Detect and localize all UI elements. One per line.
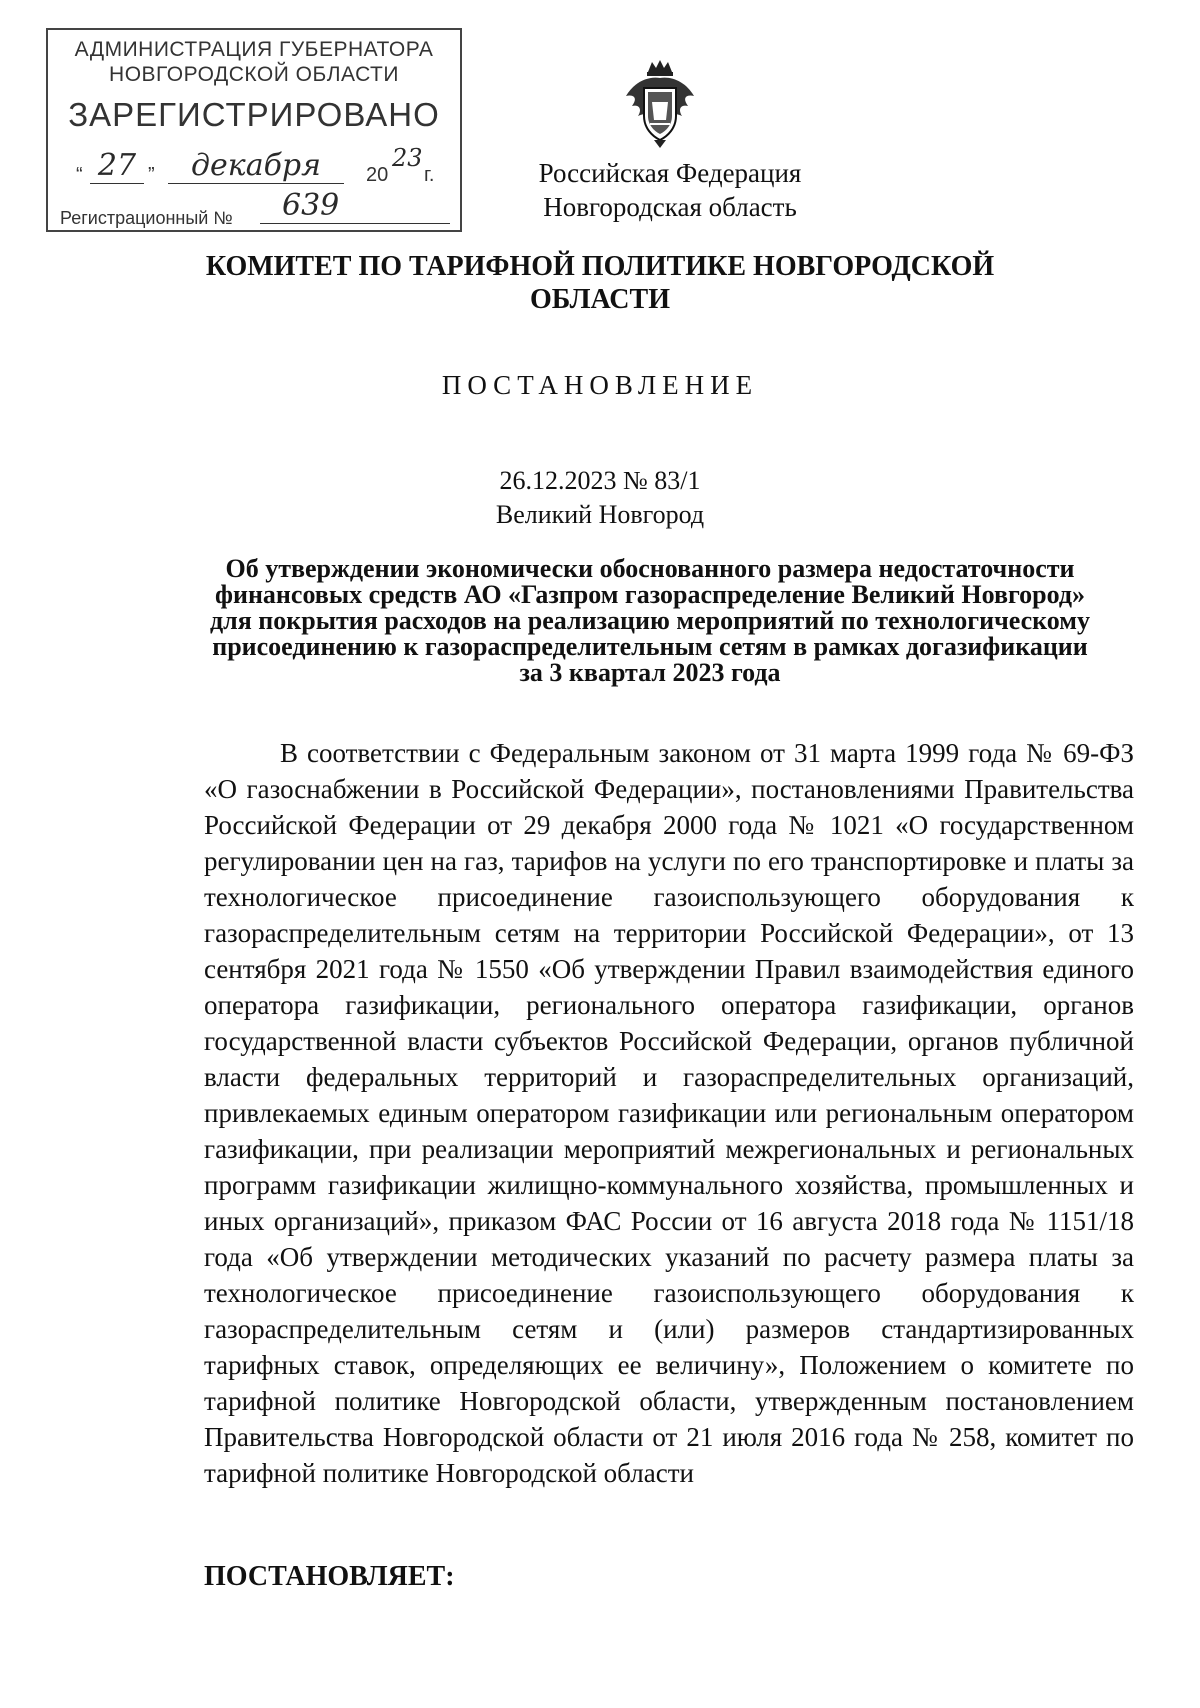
document-date-number: 26.12.2023 № 83/1 [499, 466, 701, 495]
stamp-reg-label: Регистрационный № [60, 208, 233, 228]
coat-of-arms-icon [620, 58, 700, 150]
region-name: Новгородская область [543, 192, 797, 222]
document-subject: Об утверждении экономически обоснованного размера недостаточности финансовых средств АО «Газпром газораспределение Великий Новгород» для покрытия расходов на реализацию мероприятий по технологическому присоединению к газораспределительным сетям в рамках догазификации за 3 квартал 2023 года [210, 554, 1090, 687]
stamp-org-line-2: НОВГОРОДСКОЙ ОБЛАСТИ [109, 63, 399, 86]
country-name: Российская Федерация [538, 158, 802, 188]
stamp-org-line-1: АДМИНИСТРАЦИЯ ГУБЕРНАТОРА [74, 38, 434, 61]
document-city: Великий Новгород [495, 500, 705, 529]
body-paragraph: В соответствии с Федеральным законом от 31 марта 1999 года № 69-ФЗ «О газоснабжении в Российской Федерации», постановлениями Правительства Российской Федерации от 29 декабря 2000 года № 1021 «О государственном регулировании цен на газ, тарифов на услуги по его транспортировке и платы за технологическое присоединение газоиспользующего оборудования к газораспределительным сетям на территории Российской Федерации», от 13 сентября 2021 года № 1550 «Об утверждении Правил взаимодействия единого оператора газификации, регионального оператора газификации, органов государственной власти субъектов Российской Федерации, органов публичной власти федеральных территорий и газораспределительных организаций, привлекаемых единым оператором газификации или региональным оператором газификации, при реализации мероприятий межрегиональных и региональных программ газификации жилищно-коммунального хозяйства, промышленных и иных организаций», приказом ФАС России от 16 августа 2018 года № 1151/18 года «Об утверждении методических указаний по расчету размера платы за технологическое присоединение газоиспользующего оборудования к газораспределительным сетям и (или) размеров стандартизированных тарифных ставок, определяющих ее величину», Положением о комитете по тарифной политике Новгородской области, утвержденным постановлением Правительства Новгородской области от 21 июля 2016 года № 258, комитет по тарифной политике Новгородской области [204, 738, 1134, 1488]
committee-title: КОМИТЕТ ПО ТАРИФНОЙ ПОЛИТИКЕ НОВГОРОДСКОЙ ОБЛАСТИ [205, 251, 995, 315]
stamp-reg-number: 639 [260, 188, 450, 224]
stamp-month: декабря [168, 148, 344, 184]
stamp-registration-line [60, 188, 460, 230]
stamp-year-mark: г. [424, 164, 435, 186]
stamp-day: 27 [90, 148, 144, 184]
resolve-heading: ПОСТАНОВЛЯЕТ: [204, 1561, 455, 1592]
document-type: ПОСТАНОВЛЕНИЕ [441, 370, 759, 400]
stamp-year-prefix: 20 [366, 164, 389, 186]
registration-stamp [46, 28, 462, 232]
stamp-date-line: “ 27 ” декабря 20 23 г. [76, 144, 435, 186]
stamp-registered-label: ЗАРЕГИСТРИРОВАНО [68, 96, 440, 133]
stamp-year-suffix: 23 [392, 144, 423, 172]
